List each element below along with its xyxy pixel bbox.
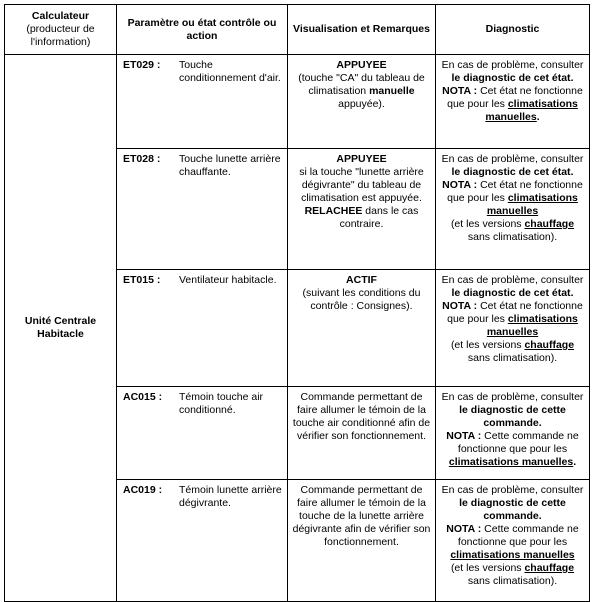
nota-end: .	[573, 456, 577, 468]
parameter-code: ET029 :	[123, 59, 161, 71]
diagnostic-text: .	[570, 72, 574, 84]
visualisation-text: Commande permettant de faire allumer le témoin de la touche de la lunette arrière dégivrante afin de vérifier son fonctionnement.	[292, 484, 431, 548]
diagnostic-text: .	[538, 510, 542, 522]
visualisation-cell	[288, 149, 436, 270]
nota-label: NOTA :	[446, 430, 482, 442]
diagnostic-link-text: le diagnostic de cet état	[451, 166, 571, 178]
visualisation-bold-text: APPUYEE	[336, 153, 387, 165]
parameter-description: Témoin touche air conditionné.	[179, 391, 264, 416]
nota-underlined: climatisations manuelles	[486, 192, 578, 217]
extra-text: sans climatisation).	[467, 352, 558, 364]
nota-underlined: climatisations manuelles	[450, 549, 575, 561]
diagnostic-link-text: le diagnostic de cette commande	[459, 497, 566, 522]
diagnostic-text: .	[538, 417, 542, 429]
parameter-cell	[117, 55, 288, 149]
nota-underlined: climatisations manuelles	[485, 98, 578, 123]
diagnostic-cell	[436, 270, 590, 387]
nota-label: NOTA :	[442, 300, 478, 312]
extra-underlined: chauffage	[524, 339, 575, 351]
nota-text: Cette commande ne fonctionne que pour les	[457, 523, 579, 548]
header-parameter: Paramètre ou état contrôle ou action	[117, 5, 288, 55]
extra-underlined: chauffage	[524, 218, 575, 230]
diagnostic-text: .	[570, 166, 574, 178]
header-visualisation: Visualisation et Remarques	[288, 5, 436, 55]
diagnostic-text: En cas de problème, consulter	[441, 59, 584, 71]
parameter-description: Touche lunette arrière chauffante.	[179, 153, 281, 178]
nota-label: NOTA :	[442, 179, 478, 191]
parameter-code: AC015 :	[123, 391, 163, 403]
diagnostic-link-text: le diagnostic de cet état	[451, 287, 571, 299]
extra-underlined: chauffage	[524, 562, 575, 574]
header-calculator	[5, 5, 117, 55]
parameter-cell	[117, 480, 288, 602]
header-row	[5, 5, 590, 55]
diagnostic-cell	[436, 55, 590, 149]
calculator-cell	[5, 55, 117, 602]
diagnostic-table	[4, 4, 590, 602]
diagnostic-text: En cas de problème, consulter	[441, 153, 584, 165]
calculator-line2: Habitacle	[37, 328, 84, 340]
diagnostic-text: En cas de problème, consulter	[441, 484, 584, 496]
visualisation-cell	[288, 270, 436, 387]
nota-end: .	[536, 111, 540, 123]
visualisation-bold-text: APPUYEE	[336, 59, 387, 71]
parameter-description: Témoin lunette arrière dégivrante.	[179, 484, 282, 509]
visualisation-cell	[288, 480, 436, 602]
visualisation-cell	[288, 55, 436, 149]
visualisation-cell	[288, 387, 436, 480]
extra-text: sans climatisation).	[467, 231, 558, 243]
extra-text: (et les versions	[450, 218, 525, 230]
visualisation-text: dans le cas contraire.	[339, 205, 419, 230]
visualisation-bold-text: RELACHEE	[304, 205, 363, 217]
visualisation-text: Commande permettant de faire allumer le témoin de la touche air conditionné afin de vérifier son fonctionnement.	[292, 391, 431, 442]
nota-text: Cette commande ne fonctionne que pour les	[457, 430, 579, 455]
visualisation-text: appuyée).	[338, 98, 385, 110]
parameter-cell	[117, 387, 288, 480]
visualisation-text: (touche "CA" du tableau de climatisation	[298, 72, 425, 97]
nota-underlined: climatisations manuelles	[448, 456, 574, 468]
visualisation-text: si la touche "lunette arrière dégivrante" du tableau de climatisation est appuyée.	[299, 166, 424, 204]
diagnostic-cell	[436, 149, 590, 270]
header-calculator-title: Calculateur	[31, 10, 90, 22]
visualisation-bold-text: manuelle	[369, 85, 415, 97]
parameter-cell	[117, 149, 288, 270]
nota-text: Cet état ne fonctionne que pour les	[447, 179, 583, 204]
parameter-description: Ventilateur habitacle.	[179, 274, 277, 286]
nota-underlined: climatisations manuelles	[486, 313, 578, 338]
diagnostic-cell	[436, 387, 590, 480]
nota-label: NOTA :	[446, 523, 482, 535]
extra-text: (et les versions	[450, 562, 525, 574]
parameter-code: ET028 :	[123, 153, 161, 165]
header-diagnostic: Diagnostic	[436, 5, 590, 55]
parameter-code: ET015 :	[123, 274, 161, 286]
calculator-line1: Unité Centrale	[24, 315, 97, 327]
diagnostic-text: En cas de problème, consulter	[441, 391, 584, 403]
diagnostic-link-text: le diagnostic de cette commande	[459, 404, 566, 429]
visualisation-text: (suivant les conditions du contrôle : Consignes).	[302, 287, 421, 312]
header-calculator-subtitle: (producteur de l'information)	[26, 23, 95, 48]
diagnostic-cell	[436, 480, 590, 602]
diagnostic-link-text: le diagnostic de cet état	[451, 72, 571, 84]
extra-text: (et les versions	[450, 339, 525, 351]
parameter-cell	[117, 270, 288, 387]
nota-text: Cet état ne fonctionne que pour les	[447, 300, 583, 325]
table-row	[5, 55, 590, 149]
diagnostic-text: En cas de problème, consulter	[441, 274, 584, 286]
diagnostic-text: .	[570, 287, 574, 299]
nota-text: Cet état ne fonctionne que pour les	[447, 85, 583, 110]
nota-label: NOTA :	[442, 85, 478, 97]
visualisation-bold-text: ACTIF	[346, 274, 377, 286]
parameter-description: Touche conditionnement d'air.	[179, 59, 281, 84]
extra-text: sans climatisation).	[467, 575, 558, 587]
parameter-code: AC019 :	[123, 484, 163, 496]
